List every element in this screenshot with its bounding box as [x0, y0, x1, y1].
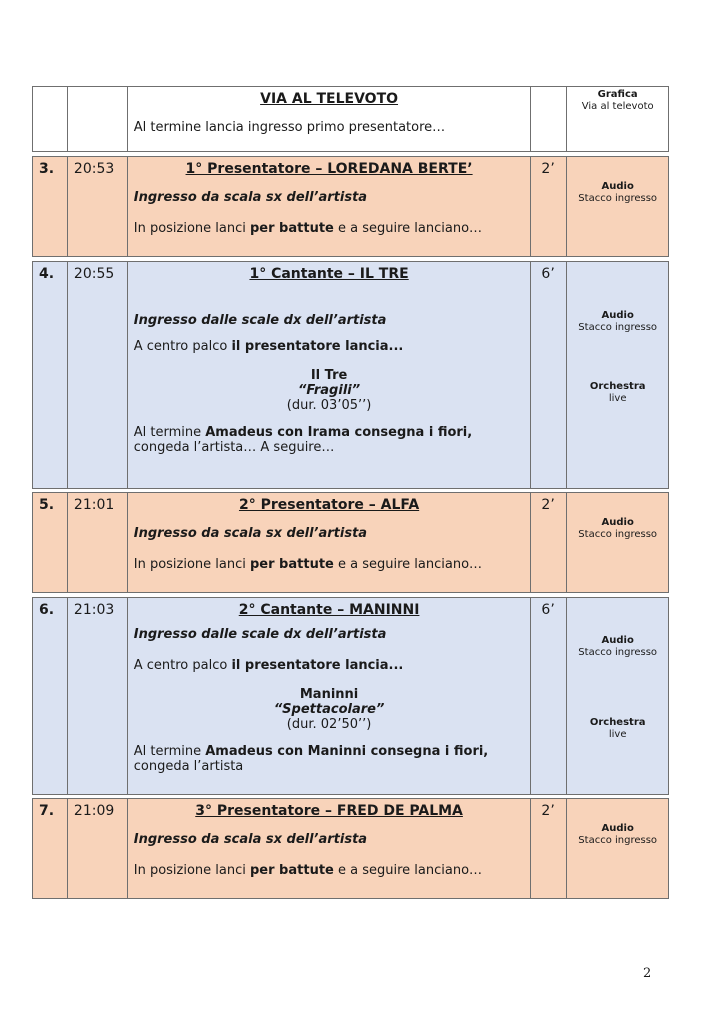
- row-entrance: Ingresso da scala sx dell’artista: [133, 832, 368, 847]
- row-duration: 2’: [531, 493, 567, 592]
- text-segment: e a seguire lanciano…: [333, 557, 483, 572]
- row-notes-cell: [567, 87, 668, 151]
- row-notes-cell: [567, 493, 668, 592]
- row-end-line-2: congeda l’artista… A seguire…: [133, 440, 335, 455]
- row-duration: 2’: [531, 157, 567, 256]
- text-segment: A centro palco: [133, 339, 232, 354]
- note-subtitle: Via al televoto: [581, 101, 654, 112]
- row-number: 3.: [33, 157, 68, 256]
- row-number: 7.: [33, 799, 68, 898]
- row-number-cell: [33, 87, 68, 151]
- row-duration: 6’: [531, 598, 567, 794]
- text-segment: e a seguire lanciano…: [333, 863, 483, 878]
- row-instruction: Al termine lancia ingresso primo presentatore…: [133, 120, 446, 135]
- note-title: Audio: [601, 635, 634, 646]
- row-main-cell: [128, 493, 532, 592]
- row-number: 5.: [33, 493, 68, 592]
- note-subtitle: Stacco ingresso: [578, 529, 658, 540]
- row-time: 20:55: [68, 262, 128, 488]
- text-segment: In posizione lanci: [133, 863, 250, 878]
- row-notes-cell: [567, 262, 668, 488]
- row-position-line: [134, 863, 525, 878]
- row-notes-cell: [567, 157, 668, 256]
- row-entrance: Ingresso da scala sx dell’artista: [133, 190, 368, 205]
- note-title: Audio: [601, 181, 634, 192]
- note-subtitle: live: [608, 729, 627, 740]
- row-main-cell: [128, 262, 532, 488]
- note-orchestra: [567, 381, 668, 405]
- text-segment: Al termine: [133, 425, 206, 440]
- row-time: 20:53: [68, 157, 128, 256]
- row-main-cell: [128, 598, 532, 794]
- text-bold-segment: Amadeus con Maninni consegna i fiori,: [205, 744, 489, 759]
- text-bold-segment: per battute: [250, 863, 334, 878]
- rundown-row-4: [32, 261, 669, 489]
- text-bold-segment: Amadeus con Irama consegna i fiori,: [205, 425, 473, 440]
- text-segment: In posizione lanci: [133, 557, 250, 572]
- note-graphics: [567, 89, 668, 113]
- note-audio: [567, 310, 668, 334]
- note-subtitle: Stacco ingresso: [578, 193, 658, 204]
- note-subtitle: live: [608, 393, 627, 404]
- note-audio: [567, 181, 668, 205]
- row-main-cell: [128, 157, 532, 256]
- row-title: 1° Cantante – IL TRE: [249, 266, 409, 282]
- row-position-line: [134, 557, 525, 572]
- row-title: 3° Presentatore – FRED DE PALMA: [195, 803, 463, 819]
- text-segment: In posizione lanci: [133, 221, 250, 236]
- note-title: Orchestra: [589, 381, 646, 392]
- text-segment: A centro palco: [133, 658, 232, 673]
- note-title: Audio: [601, 823, 634, 834]
- row-center-line: [134, 339, 525, 354]
- text-segment: e a seguire lanciano…: [333, 221, 483, 236]
- artist-name: Il Tre: [310, 368, 348, 383]
- row-duration: 6’: [531, 262, 567, 488]
- rundown-row-3: [32, 156, 669, 257]
- note-audio: [567, 517, 668, 541]
- rundown-row-6: [32, 597, 669, 795]
- row-main-cell: [128, 87, 532, 151]
- note-subtitle: Stacco ingresso: [578, 835, 658, 846]
- song-title: “Spettacolare”: [273, 702, 385, 717]
- row-time-cell: [68, 87, 128, 151]
- text-bold-segment: per battute: [250, 221, 334, 236]
- row-title: 2° Cantante – MANINNI: [238, 602, 420, 618]
- rundown-row-7: [32, 798, 669, 899]
- row-end-line: [134, 744, 525, 759]
- note-subtitle: Stacco ingresso: [578, 647, 658, 658]
- note-title: Audio: [601, 310, 634, 321]
- row-time: 21:01: [68, 493, 128, 592]
- note-title: Grafica: [597, 89, 638, 100]
- rundown-row-televoto: [32, 86, 669, 152]
- text-bold-segment: il presentatore lancia...: [231, 339, 404, 354]
- song-duration: (dur. 03’05’’): [286, 398, 372, 413]
- row-end-line: [134, 425, 525, 440]
- rundown-row-5: [32, 492, 669, 593]
- text-segment: Al termine: [133, 744, 206, 759]
- row-time: 21:03: [68, 598, 128, 794]
- song-title: “Fragili”: [298, 383, 361, 398]
- row-entrance: Ingresso dalle scale dx dell’artista: [133, 313, 387, 328]
- row-entrance: Ingresso da scala sx dell’artista: [133, 526, 368, 541]
- text-bold-segment: per battute: [250, 557, 334, 572]
- note-audio: [567, 635, 668, 659]
- song-duration: (dur. 02’50’’): [286, 717, 372, 732]
- row-title: 2° Presentatore – ALFA: [238, 497, 420, 513]
- artist-name: Maninni: [299, 687, 359, 702]
- row-main-cell: [128, 799, 532, 898]
- row-number: 4.: [33, 262, 68, 488]
- note-title: Audio: [601, 517, 634, 528]
- row-title: VIA AL TELEVOTO: [260, 91, 399, 107]
- row-duration-cell: [531, 87, 567, 151]
- row-notes-cell: [567, 799, 668, 898]
- note-orchestra: [567, 717, 668, 741]
- row-notes-cell: [567, 598, 668, 794]
- row-duration: 2’: [531, 799, 567, 898]
- row-number: 6.: [33, 598, 68, 794]
- note-subtitle: Stacco ingresso: [578, 322, 658, 333]
- row-entrance: Ingresso dalle scale dx dell’artista: [133, 627, 387, 642]
- note-audio: [567, 823, 668, 847]
- note-title: Orchestra: [589, 717, 646, 728]
- row-position-line: [134, 221, 525, 236]
- text-bold-segment: il presentatore lancia...: [231, 658, 404, 673]
- row-title: 1° Presentatore – LOREDANA BERTE’: [185, 161, 473, 177]
- page-number: 2: [643, 966, 652, 981]
- row-time: 21:09: [68, 799, 128, 898]
- row-end-line-2: congeda l’artista: [133, 759, 244, 774]
- row-center-line: [134, 658, 525, 673]
